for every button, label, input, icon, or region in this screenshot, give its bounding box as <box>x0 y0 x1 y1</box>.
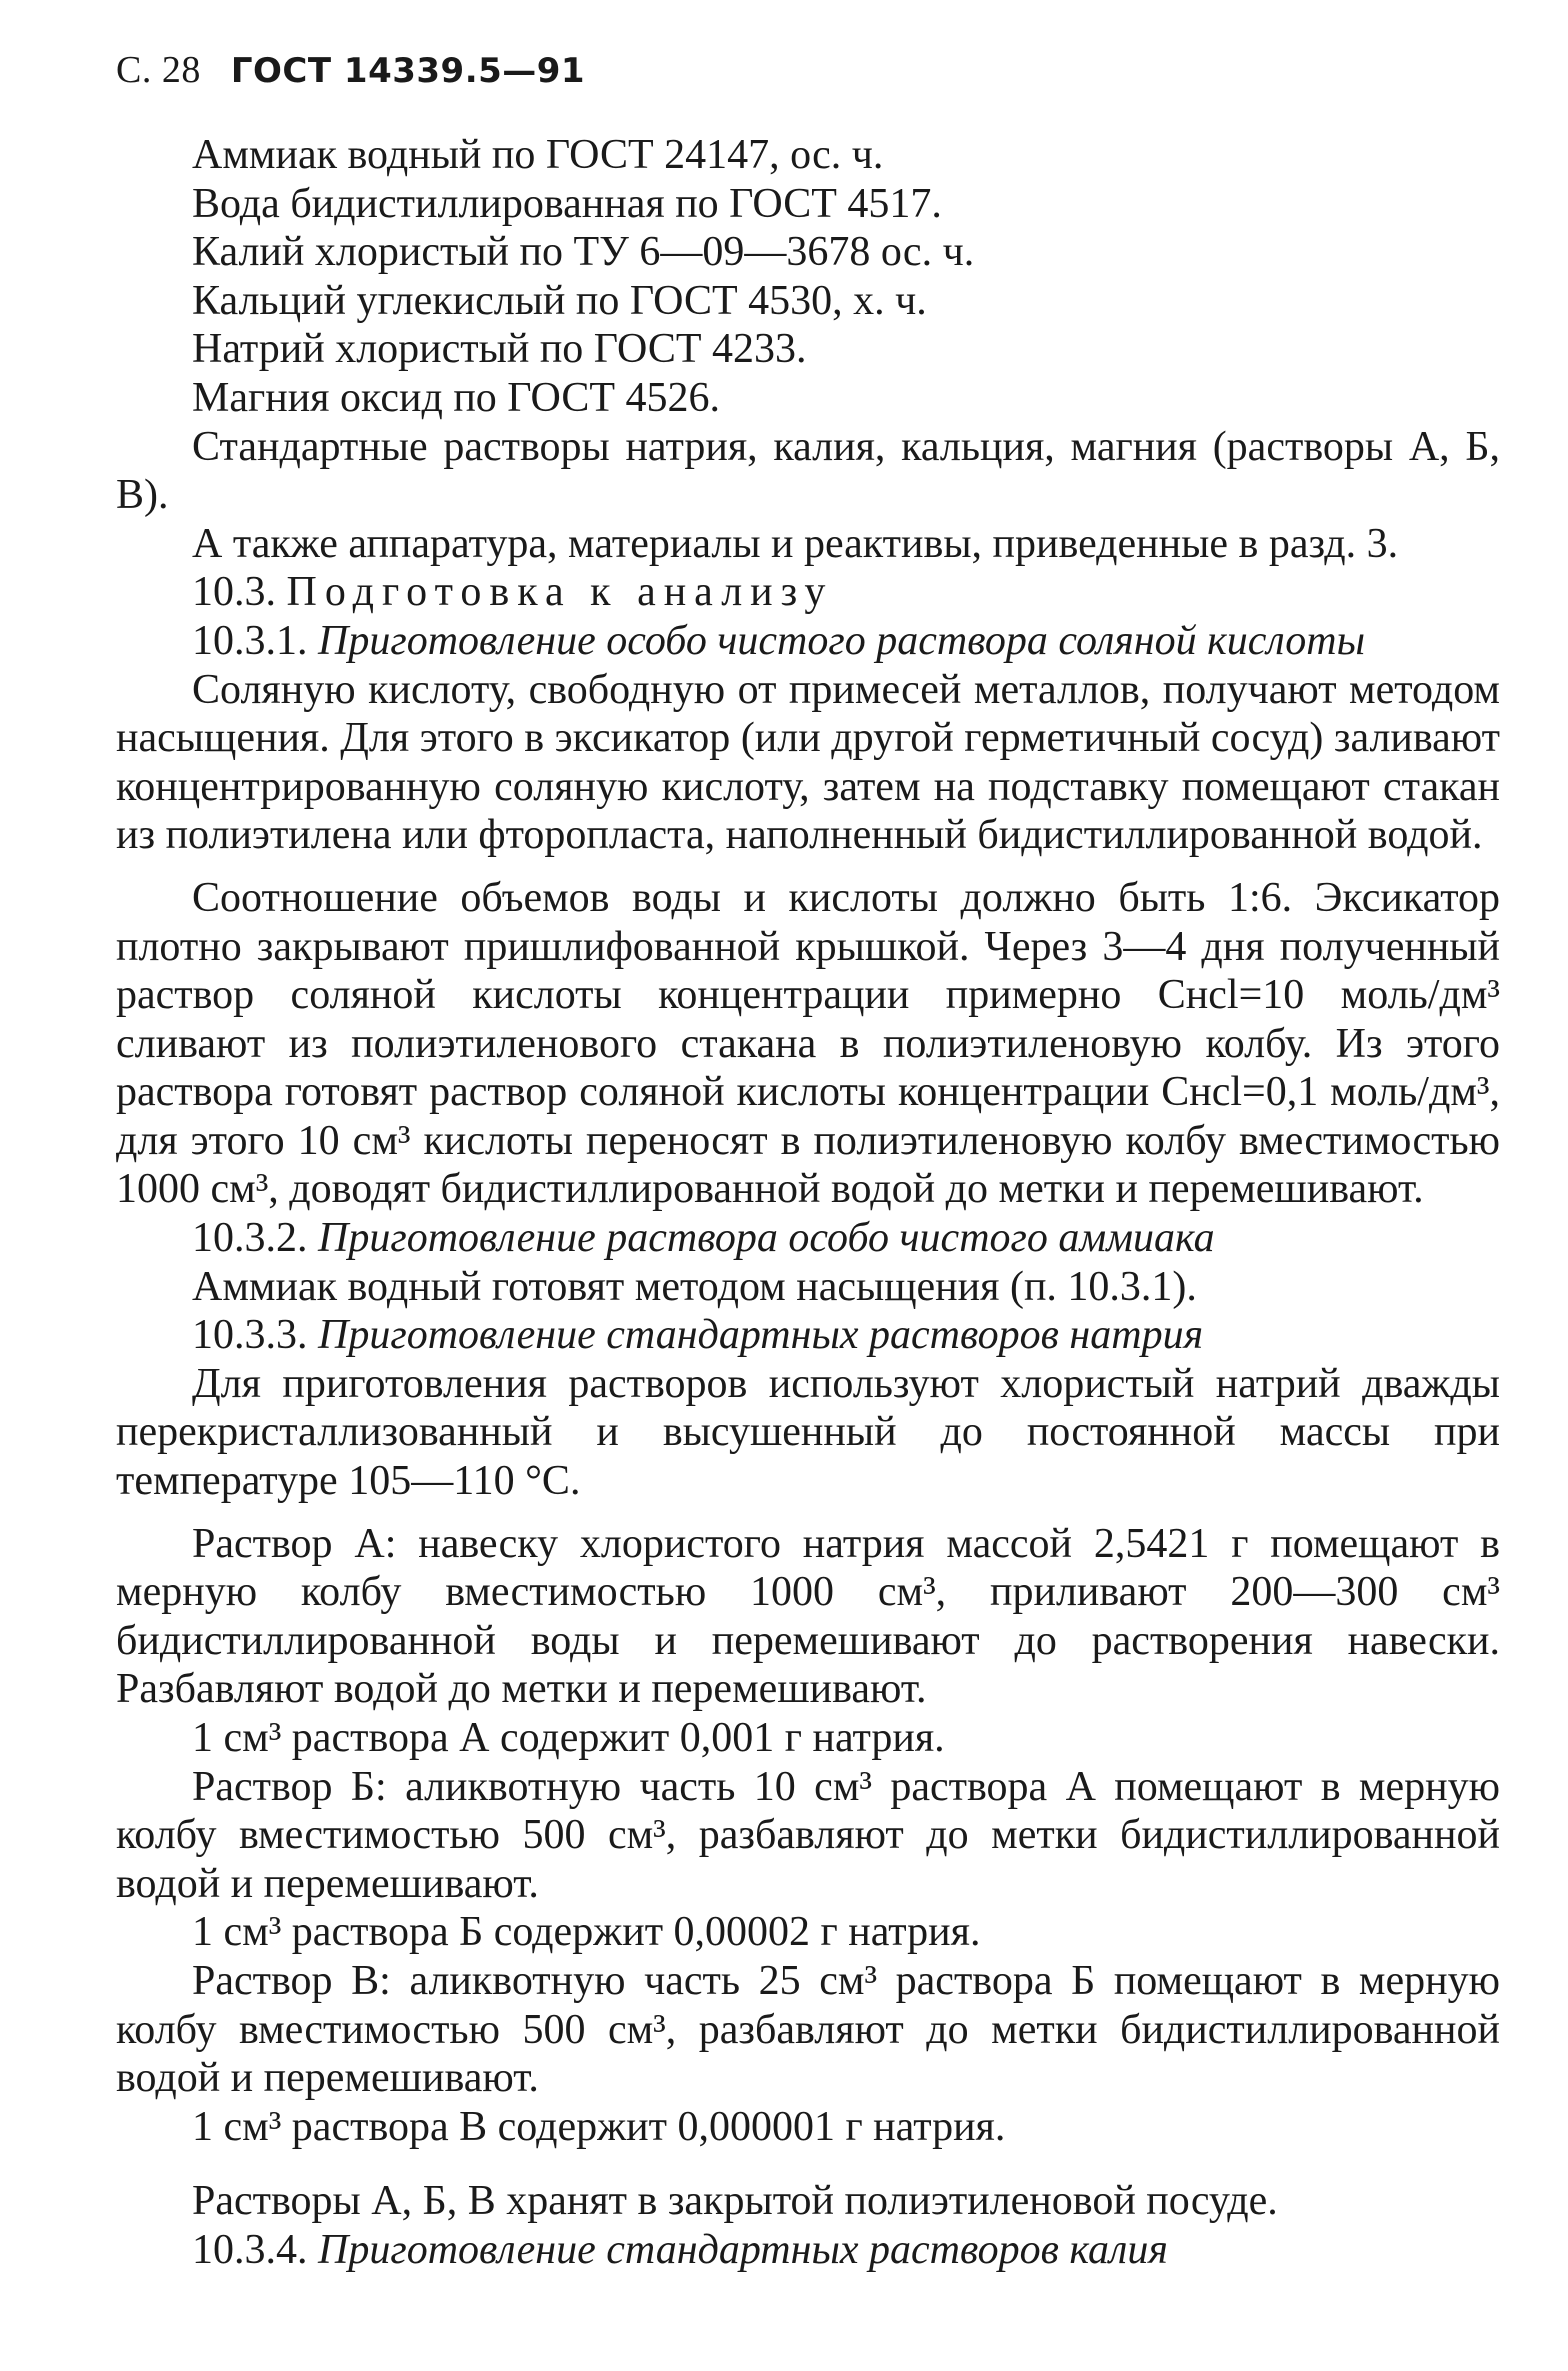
paragraph-solution-v: Раствор В: аликвотную часть 25 см³ раствора Б помещают в мерную колбу вместимостью 500 см³, разбавляют до метки бидистиллированной водой и перемешивают. <box>116 1957 1500 2102</box>
subsection-number: 10.3.4. <box>192 2226 308 2273</box>
paragraph-content-v: 1 см³ раствора В содержит 0,000001 г натрия. <box>192 2103 1006 2150</box>
subsection-heading-10-3-3 <box>116 1311 1500 1360</box>
page-label: С. 28 <box>116 49 201 91</box>
reagent-item: Калий хлористый по ТУ 6—09—3678 ос. ч. <box>192 229 975 276</box>
subsection-heading-10-3-1 <box>116 617 1500 666</box>
subsection-number: 10.3.3. <box>192 1312 308 1359</box>
standard-code: ГОСТ 14339.5—91 <box>230 51 586 91</box>
paragraph-solution-a: Раствор А: навеску хлористого натрия массой 2,5421 г помещают в мерную колбу вместимостью 1000 см³, приливают 200—300 см³ бидистиллированной воды и перемешивают до растворения навески. Разбавляют водой до метки и перемешивают. <box>116 1520 1500 1713</box>
subsection-title: Приготовление особо чистого раствора соляной кислоты <box>318 617 1366 664</box>
document-body <box>116 131 1500 2275</box>
reagent-item: Магния оксид по ГОСТ 4526. <box>192 374 721 421</box>
paragraph-content-a: 1 см³ раствора А содержит 0,001 г натрия. <box>192 1715 945 1761</box>
subsection-title: Приготовление стандартных растворов натрия <box>318 1312 1204 1359</box>
section-title: Подготовка к анализу <box>286 569 834 616</box>
page-header <box>116 44 1500 97</box>
subsection-title: Приготовление стандартных растворов калия <box>318 2226 1168 2273</box>
section-number: 10.3. <box>192 569 276 616</box>
reagent-item: Вода бидистиллированная по ГОСТ 4517. <box>192 180 942 227</box>
paragraph-content-b: 1 см³ раствора Б содержит 0,00002 г натрия. <box>192 1909 981 1956</box>
paragraph-storage: Растворы А, Б, В хранят в закрытой полиэтиленовой посуде. <box>192 2178 1278 2225</box>
subsection-heading-10-3-2 <box>116 1214 1500 1263</box>
subsection-number: 10.3.2. <box>192 1215 308 1262</box>
paragraph: Для приготовления растворов используют хлористый натрий дважды перекристаллизованный и высушенный до постоянной массы при температуре 105—110 °С. <box>116 1360 1500 1505</box>
reagent-list <box>192 131 1500 423</box>
document-page <box>116 44 1500 2275</box>
paragraph: Соляную кислоту, свободную от примесей металлов, получают методом насыщения. Для этого в эксикатор (или другой герметичный сосуд) заливают концентрированную соляную кислоту, затем на подставку помещают стакан из полиэтилена или фторопласта, наполненный бидистиллированной водой. <box>116 666 1500 859</box>
subsection-title: Приготовление раствора особо чистого аммиака <box>318 1215 1215 1262</box>
reagent-item: Натрий хлористый по ГОСТ 4233. <box>192 326 807 373</box>
reagent-item: Аммиак водный по ГОСТ 24147, ос. ч. <box>192 132 884 178</box>
subsection-number: 10.3.1. <box>192 617 308 664</box>
paragraph-solution-b: Раствор Б: аликвотную часть 10 см³ раствора А помещают в мерную колбу вместимостью 500 см³, разбавляют до метки бидистиллированной водой и перемешивают. <box>116 1763 1500 1907</box>
section-heading-10-3 <box>116 568 1500 617</box>
paragraph-standard-solutions: Стандартные растворы натрия, калия, кальция, магния (растворы А, Б, В). <box>116 423 1500 519</box>
paragraph: Аммиак водный готовят методом насыщения (п. 10.3.1). <box>192 1263 1197 1310</box>
paragraph: Соотношение объемов воды и кислоты должно быть 1:6. Эксикатор плотно закрывают пришлифованной крышкой. Через 3—4 дня полученный раствор соляной кислоты концентрации примерно Cнсl=10 моль/дм³ сливают из полиэтиленового стакана в полиэтиленовую колбу. Из этого раствора готовят раствор соляной кислоты концентрации Cнсl=0,1 моль/дм³, для этого 10 см³ кислоты переносят в полиэтиленовую колбу вместимостью 1000 см³, доводят бидистиллированной водой до метки и перемешивают. <box>116 874 1500 1213</box>
reagent-item: Кальций углекислый по ГОСТ 4530, х. ч. <box>192 277 927 324</box>
paragraph-also: А также аппаратура, материалы и реактивы, приведенные в разд. 3. <box>192 520 1399 567</box>
subsection-heading-10-3-4 <box>116 2226 1500 2275</box>
